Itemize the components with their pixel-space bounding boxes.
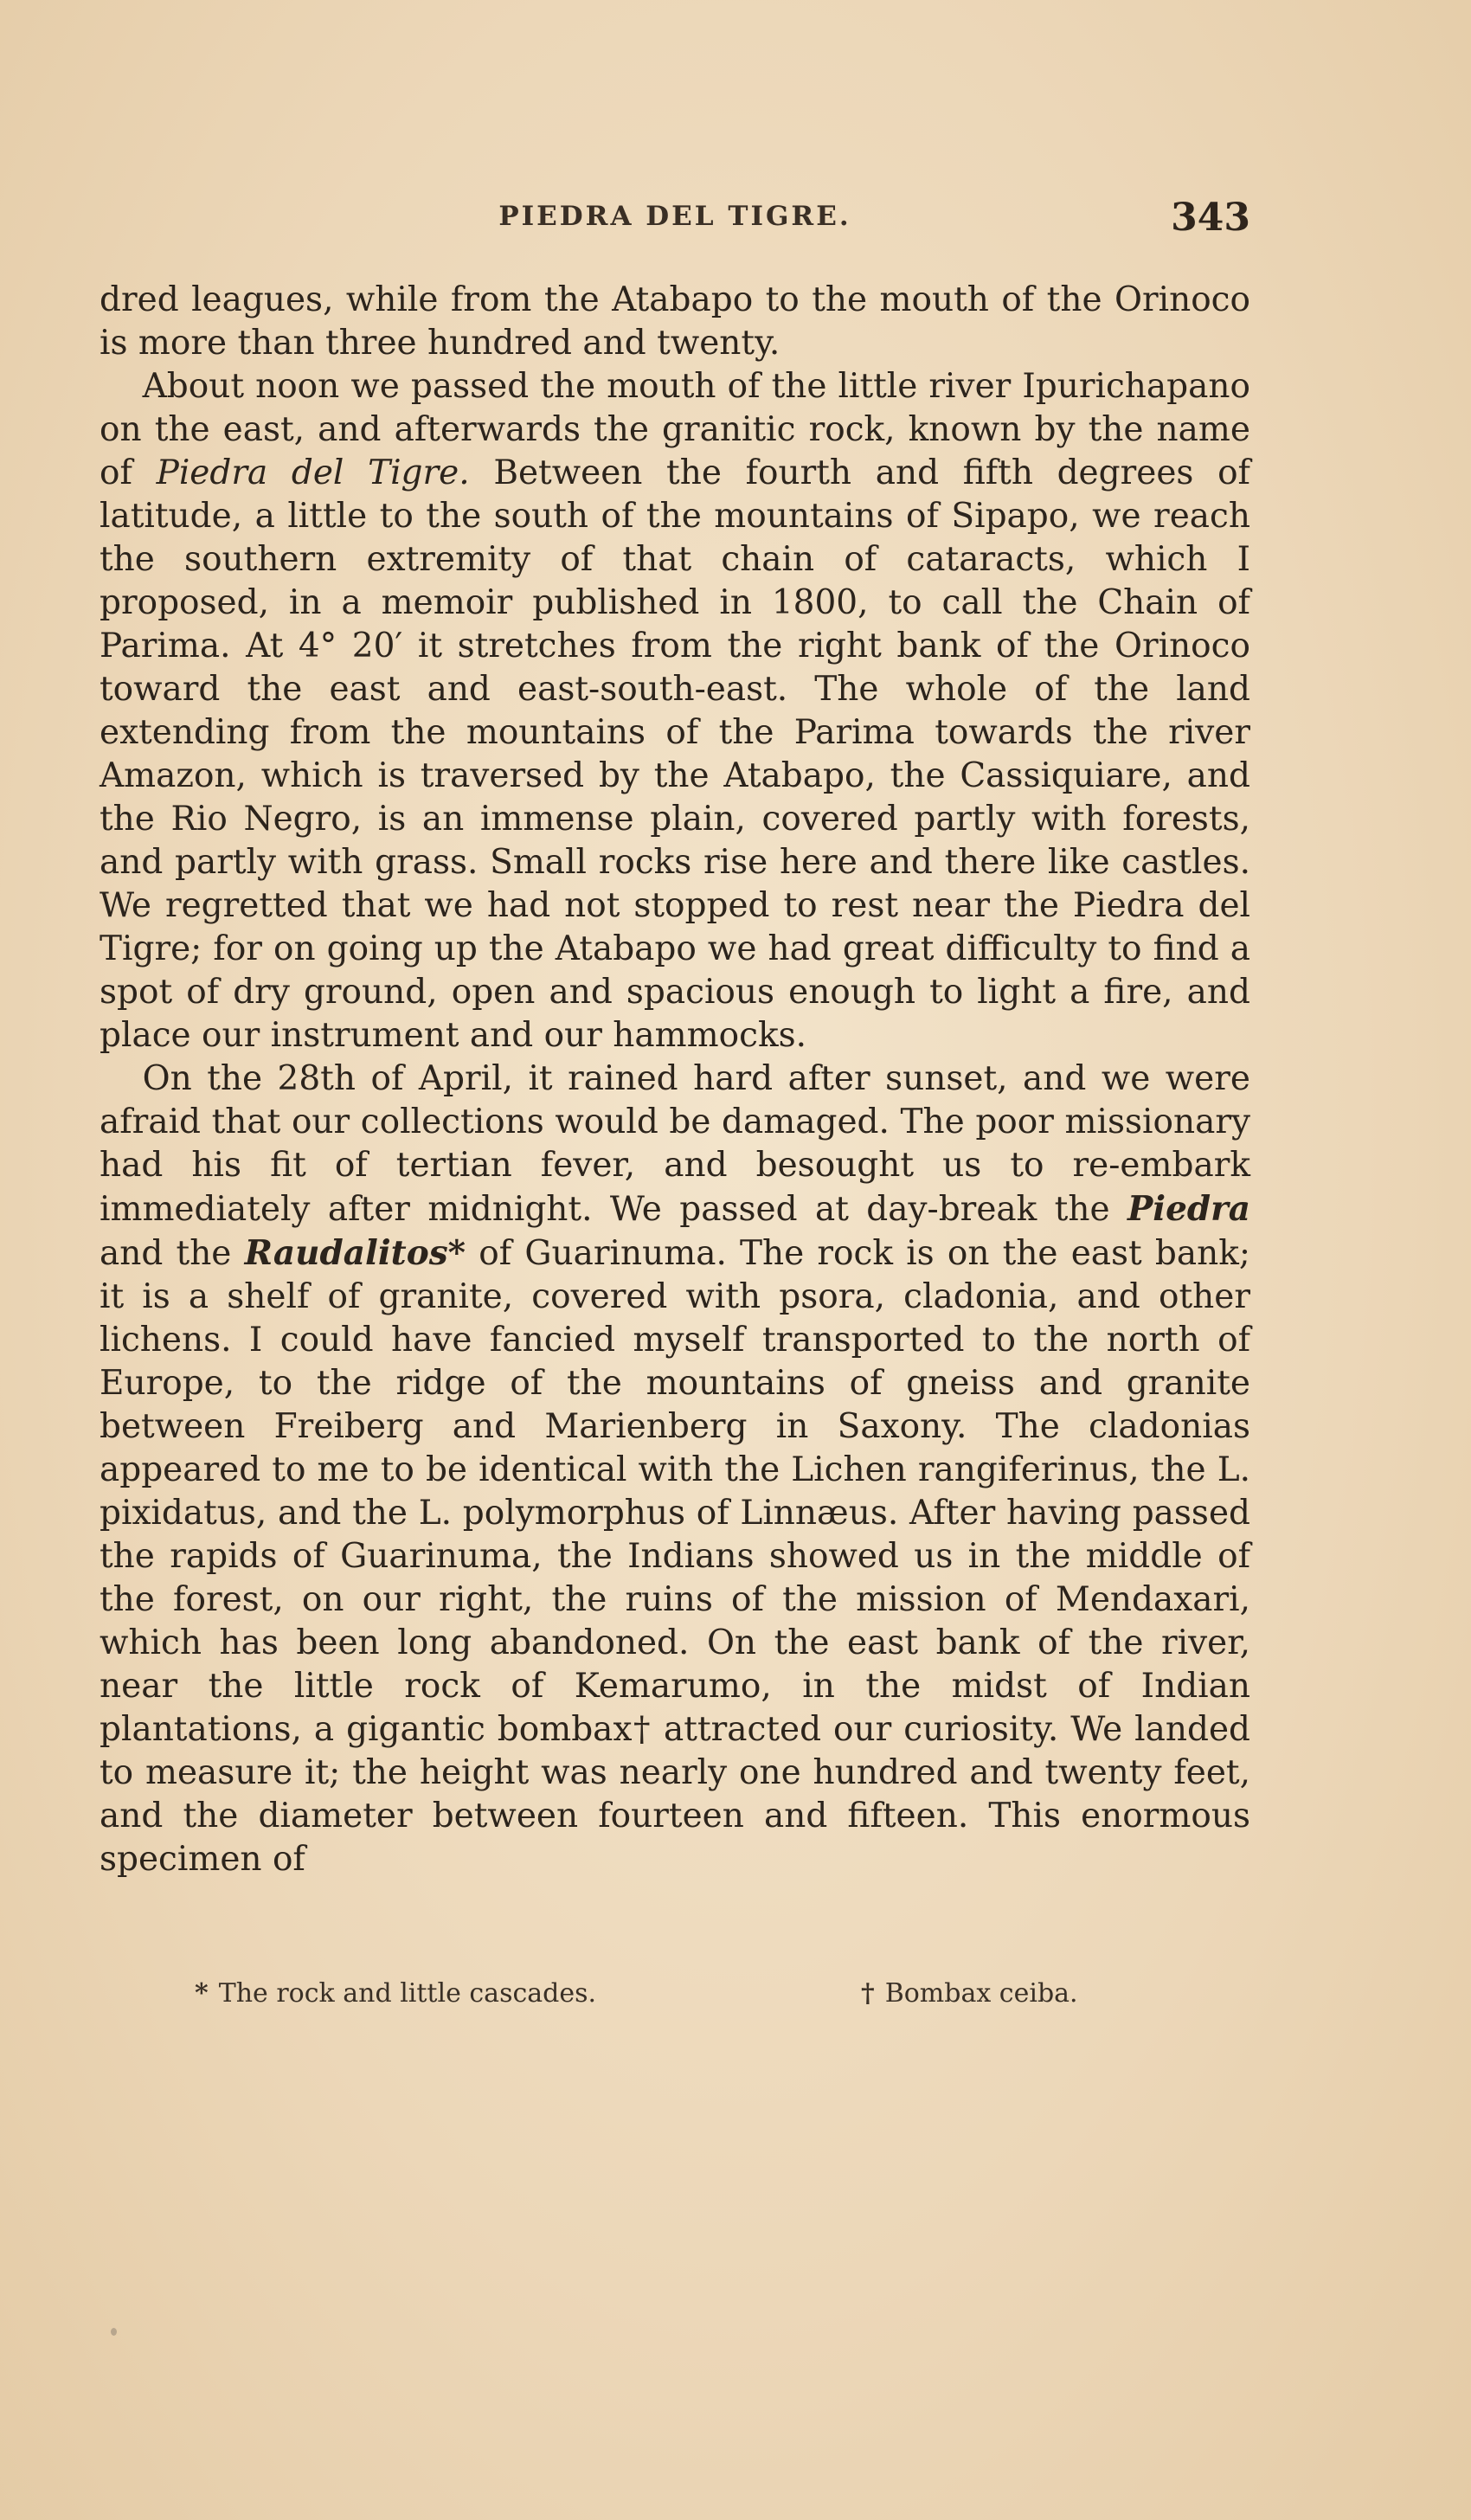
text-run: About noon we passed the mouth of the little river Ipurichapano on the east, and afterwards the granitic rock, known by the name of [100,367,1250,492]
paragraph [100,365,1250,1058]
footnote [861,1978,1078,2009]
text-run: Between the fourth and fifth degrees of latitude, a little to the south of the mountains of Sipapo, we reach the southern extremity of that chain of cataracts, which I proposed, in a memoir published in 1800, to call the Chain of Parima. At 4° 20′ it stretches from the right bank of the Orinoco toward the east and east-south-east. The whole of the land extending from the mountains of the Parima towards the river Amazon, which is traversed by the Atabapo, the Cassiquiare, and the Rio Negro, is an immense plain, covered partly with forests, and partly with grass. Small rocks rise here and there like castles. We regretted that we had not stopped to rest near the Piedra del Tigre; for on going up the Atabapo we had great difficulty to find a spot of dry ground, open and spacious enough to light a fire, and place our instrument and our hammocks. [100,453,1250,1055]
footnote-mark: * [195,1978,209,2009]
body-text [100,279,1250,1881]
paper-spot [111,2328,117,2336]
page-number: 343 [1171,196,1250,240]
text-run: dred leagues, while from the Atabapo to the mouth of the Orinoco is more than three hundred and twenty. [100,280,1250,363]
footnote-text: The rock and little cascades. [218,1978,597,2009]
running-title: PIEDRA DEL TIGRE. [498,201,851,232]
paragraph [100,279,1250,365]
footnote [195,1978,596,2009]
running-head [100,196,1250,249]
text-run: of Guarinuma. The rock is on the east bank; it is a shelf of granite, covered with psora, cladonia, and other lichens. I could have fancied myself transported to the north of Europe, to the ridge of the mountains of gneiss and granite between Freiberg and Marienberg in Saxony. The cladonias appeared to me to be identical with the Lichen rangiferinus, the L. pixidatus, and the L. polymorphus of Linnæus. After having passed the rapids of Guarinuma, the Indians showed us in the middle of the forest, on our right, the ruins of the mission of Mendaxari, which has been long abandoned. On the east bank of the river, near the little rock of Kemarumo, in the midst of Indian plantations, a gigantic bombax† attracted our curiosity. We landed to measure it; the height was nearly one hundred and twenty feet, and the diameter between fourteen and fifteen. This enormous specimen of [100,1234,1250,1879]
emphasis-text: Raudalitos* [244,1233,466,1273]
paragraph [100,1058,1250,1881]
emphasis-text: Piedra [1127,1189,1250,1229]
footnote-text: Bombax ceiba. [884,1978,1078,2009]
footnote-mark: † [861,1978,875,2009]
emphasis-text: Piedra del Tigre. [156,453,470,492]
text-run: On the 28th of April, it rained hard after sunset, and we were afraid that our collections would be damaged. The poor missionary had his fit of tertian fever, and besought us to re-embark immediately after midnight. We passed at day-break the [100,1059,1250,1229]
text-run: and the [100,1234,245,1273]
